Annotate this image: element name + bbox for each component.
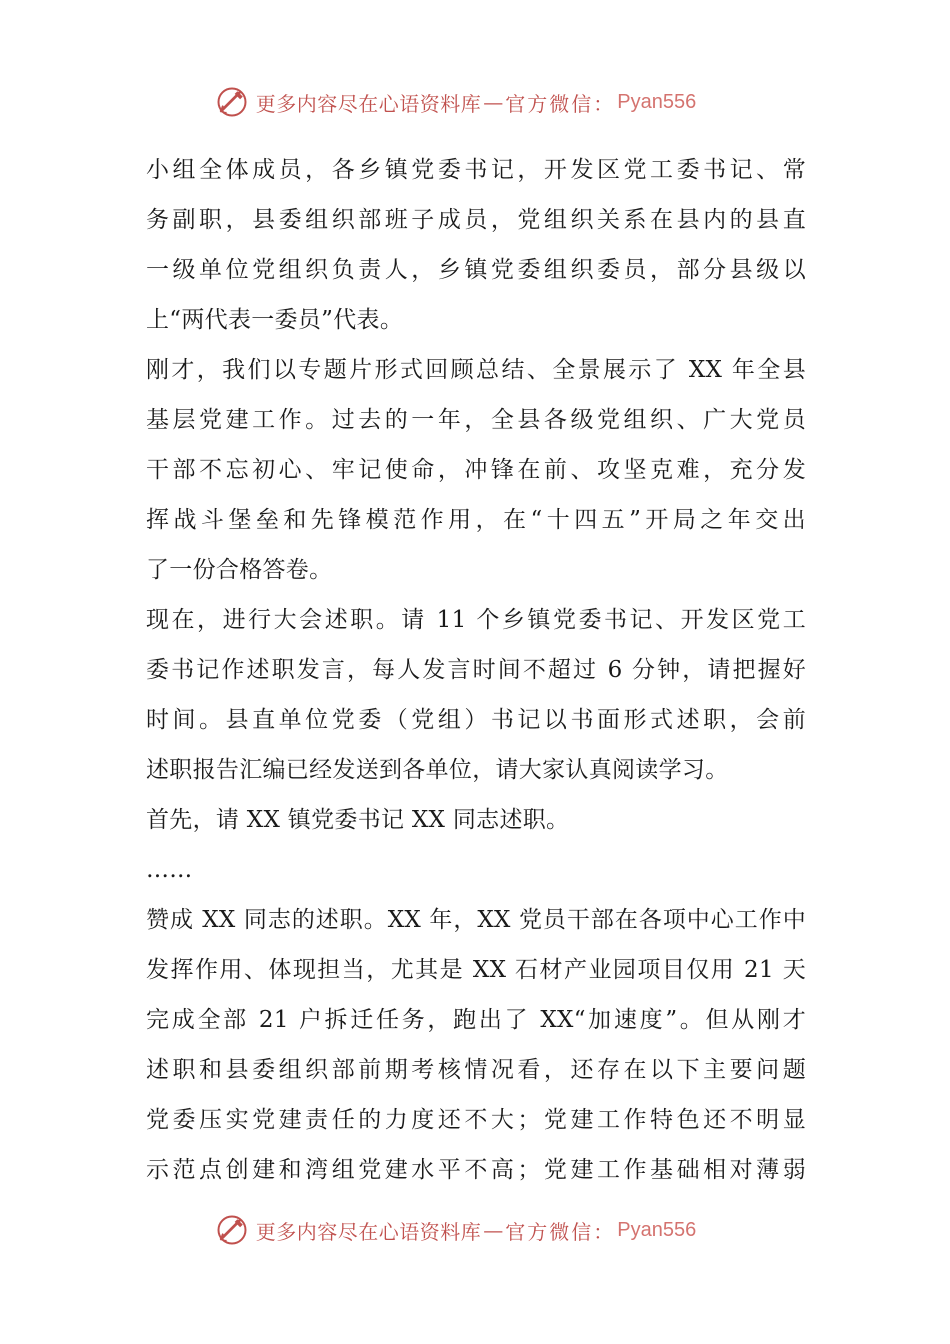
banner-wechat-id: Pyan556: [617, 90, 697, 113]
text-line: 完成全部 21 户拆迁任务，跑出了 XX“加速度”。但从刚才: [146, 1007, 806, 1033]
text-line: 基层党建工作。过去的一年，全县各级党组织、广大党员: [146, 407, 806, 433]
text-line: 一级单位党组织负责人，乡镇党委组织委员，部分县级以: [146, 257, 806, 283]
text-line: 小组全体成员，各乡镇党委书记，开发区党工委书记、常: [146, 157, 806, 183]
text-line: 发挥作用、体现担当，尤其是 XX 石材产业园项目仅用 21 天: [146, 957, 806, 983]
text-line: 现在，进行大会述职。请 11 个乡镇党委书记、开发区党工: [146, 607, 806, 633]
text-line: 委书记作述职发言，每人发言时间不超过 6 分钟，请把握好: [146, 657, 806, 683]
banner-official: 官方微信：: [505, 1219, 616, 1244]
text-line: 述职报告汇编已经发送到各单位，请大家认真阅读学习。: [146, 757, 729, 783]
text-line: ……: [146, 857, 193, 883]
text-line: 首先，请 XX 镇党委书记 XX 同志述职。: [146, 807, 570, 833]
text-line: 了一份合格答卷。: [146, 557, 333, 583]
text-line: 上“两代表一委员”代表。: [146, 307, 404, 333]
text-line: 干部不忘初心、牢记使命，冲锋在前、攻坚克难，充分发: [146, 457, 806, 483]
banner-dash: —: [483, 90, 504, 114]
text-line: 示范点创建和湾组党建水平不高；党建工作基础相对薄弱: [146, 1157, 806, 1183]
text-line: 挥战斗堡垒和先锋模范作用，在“十四五”开局之年交出: [146, 507, 806, 533]
text-line: 刚才，我们以专题片形式回顾总结、全景展示了 XX 年全县: [146, 357, 806, 383]
text-line: 务副职，县委组织部班子成员，党组织关系在县内的县直: [146, 207, 806, 233]
footer-banner: [0, 1208, 950, 1252]
text-line: 赞成 XX 同志的述职。XX 年，XX 党员干部在各项中心工作中: [146, 907, 806, 933]
text-line: 述职和县委组织部前期考核情况看，还存在以下主要问题: [146, 1057, 806, 1083]
logo-icon: [214, 1212, 250, 1248]
banner-text: 更多内容尽在心语资料库: [255, 91, 482, 116]
body-text: [146, 145, 806, 1195]
text-line: 时间。县直单位党委（党组）书记以书面形式述职，会前: [146, 707, 806, 733]
text-line: 党委压实党建责任的力度还不大；党建工作特色还不明显: [146, 1107, 806, 1133]
banner-dash: —: [483, 1218, 504, 1242]
banner-text: 更多内容尽在心语资料库: [255, 1219, 482, 1244]
banner-official: 官方微信：: [505, 91, 616, 116]
logo-icon: [214, 84, 250, 120]
banner-wechat-id: Pyan556: [617, 1218, 697, 1241]
header-banner: [0, 80, 950, 124]
